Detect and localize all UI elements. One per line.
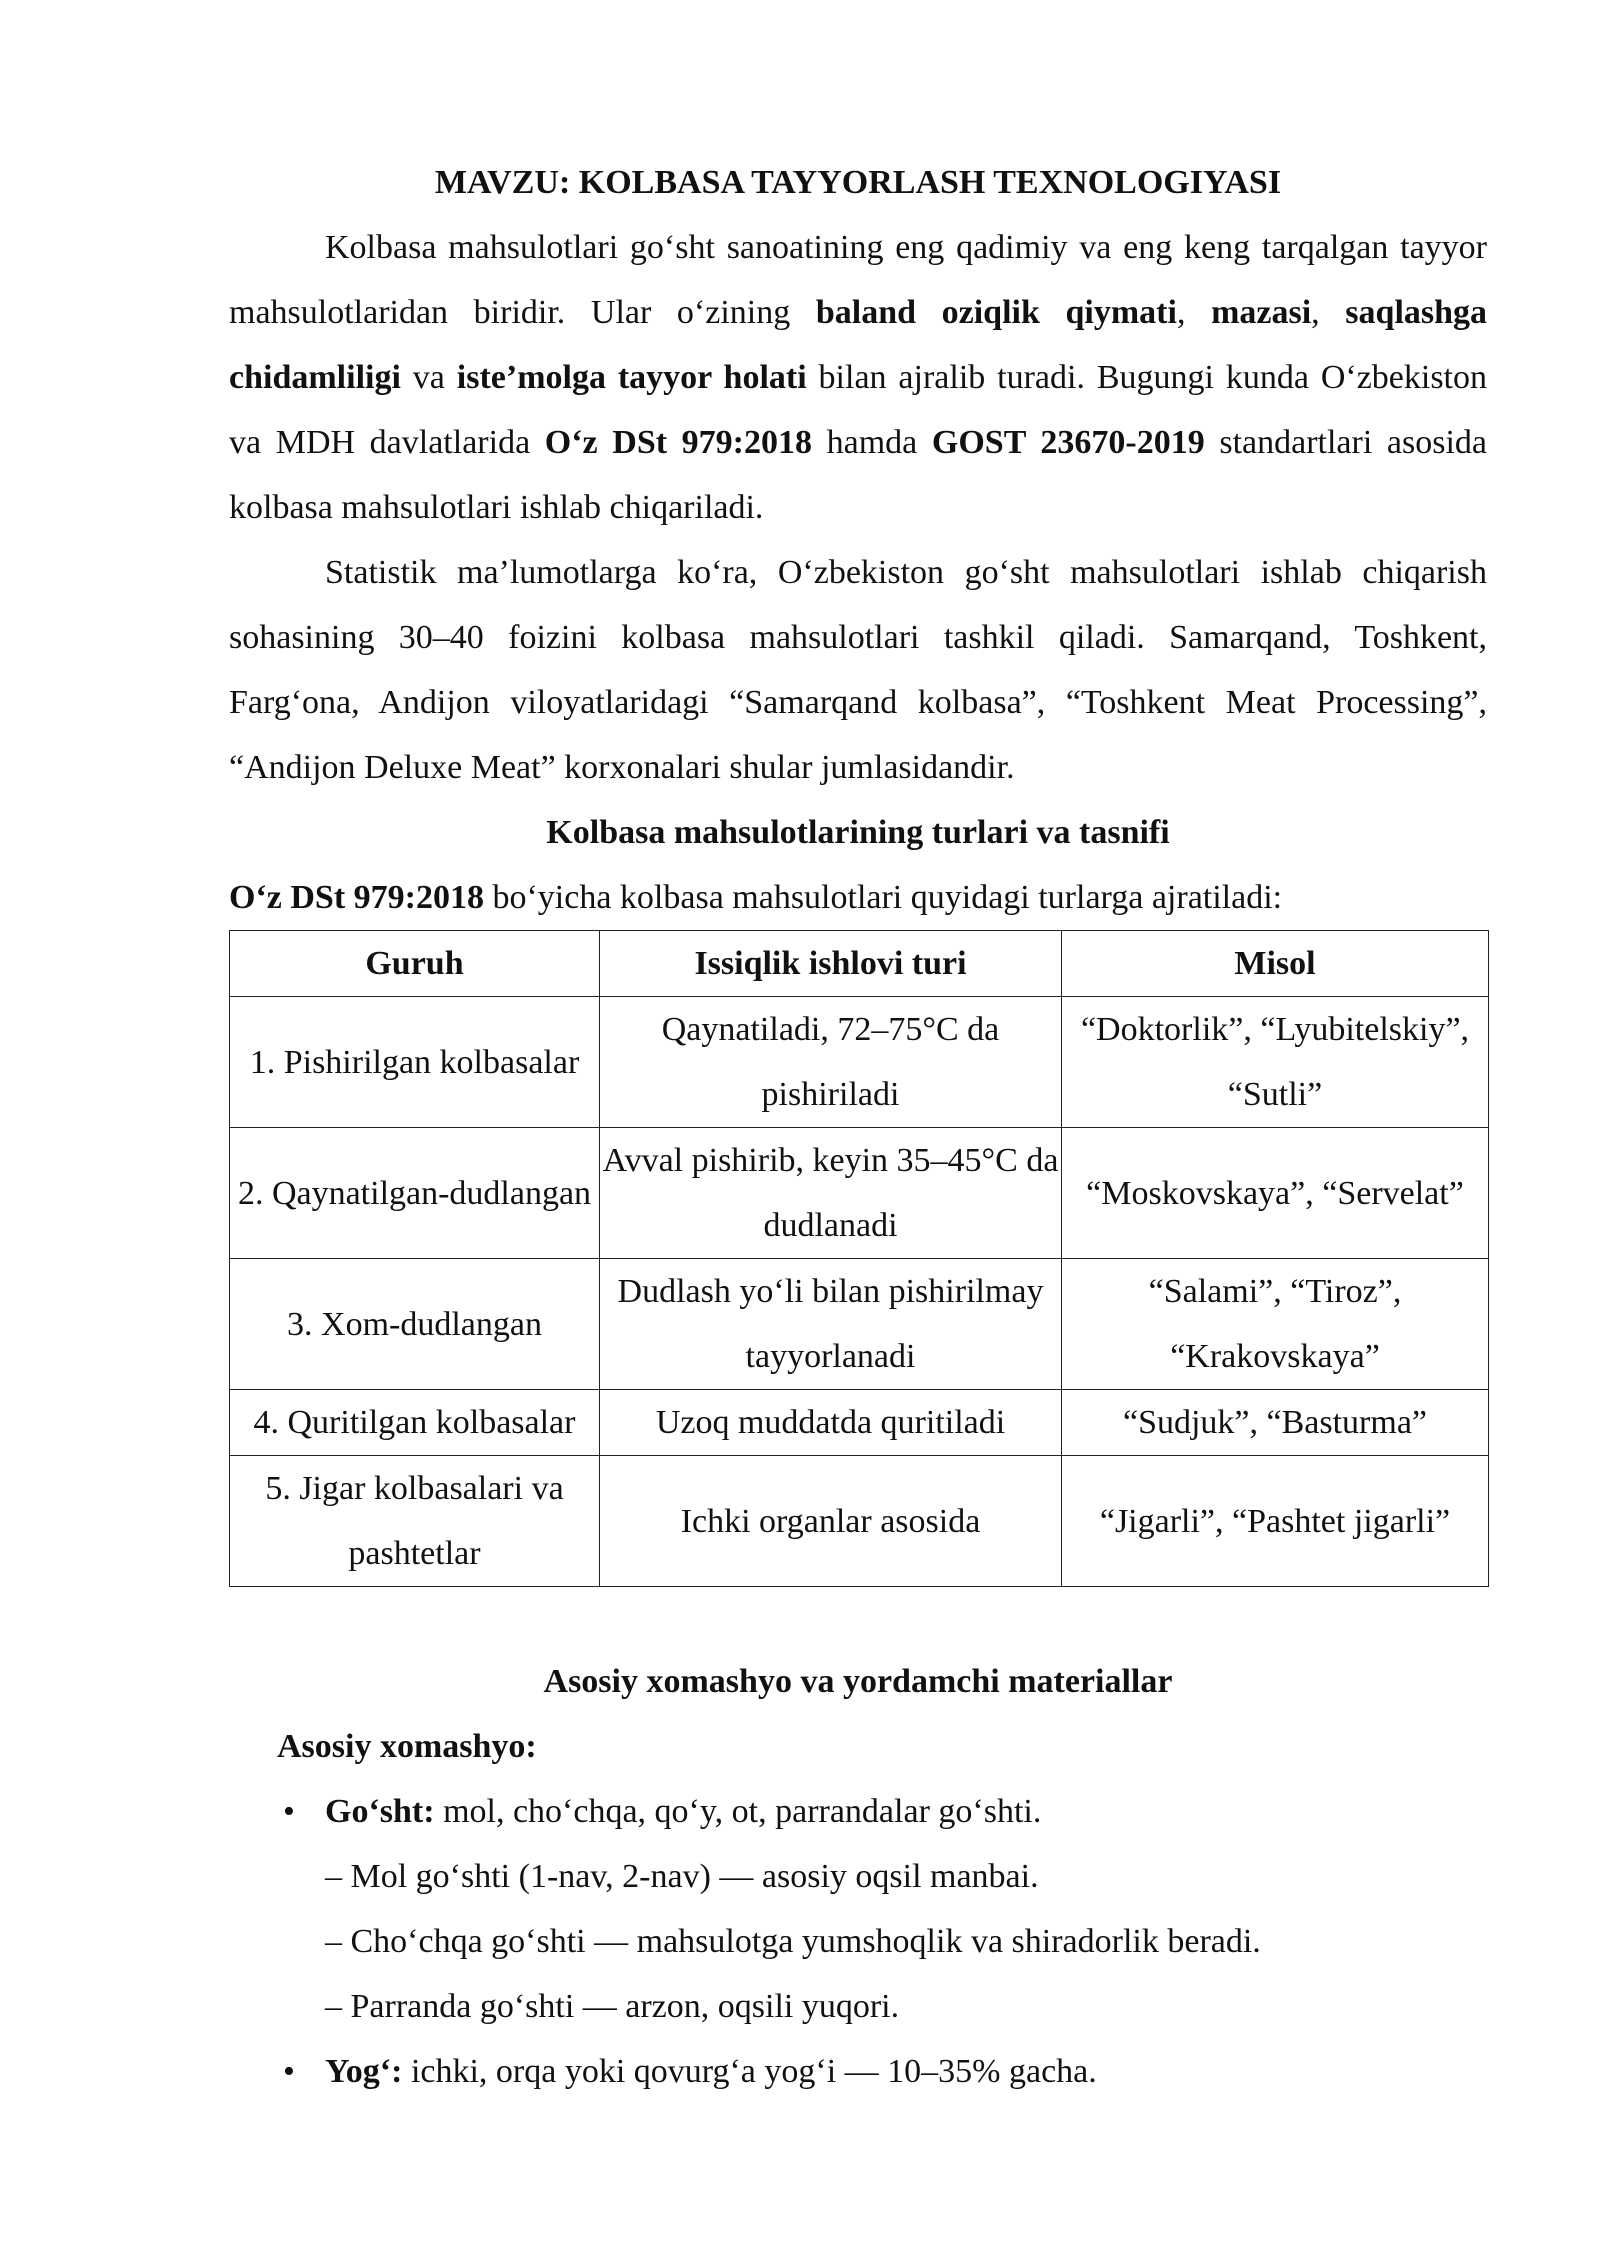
table-cell: “Sudjuk”, “Basturma” [1062,1390,1489,1456]
sub-list-item: – Mol go‘shti (1-nav, 2-nav) — asosiy oqsil manbai. [325,1858,1039,1895]
intro-text: va [400,359,457,396]
table-header-cell: Misol [1062,931,1489,997]
document-title: MAVZU: KOLBASA TAYYORLASH TEXNOLOGIYASI [434,164,1282,201]
intro-bold: iste’molga tayyor holati [456,359,807,396]
types-intro [229,865,1487,930]
table-cell: Avval pishirib, keyin 35–45°C da dudlanadi [600,1128,1062,1259]
table-cell: Ichki organlar asosida [600,1456,1062,1587]
intro-bold: baland oziqlik qiymati [815,294,1177,331]
list-item [229,2039,1487,2104]
intro-bold: saqlashga chidamliligi [229,294,1488,396]
raw-materials-list [229,2039,1487,2104]
table-cell: 1. Pishirilgan kolbasalar [230,997,600,1128]
intro-text: , [1176,294,1212,331]
table-cell: Dudlash yo‘li bilan pishirilmay tayyorlanadi [600,1259,1062,1390]
table-cell: “Doktorlik”, “Lyubitelskiy”, “Sutli” [1062,997,1489,1128]
table-cell: Uzoq muddatda quritiladi [600,1390,1062,1456]
table-cell: 2. Qaynatilgan-dudlangan [230,1128,600,1259]
sub-list-item: – Cho‘chqa go‘shti — mahsulotga yumshoqlik va shiradorlik beradi. [325,1923,1261,1960]
raw-materials-list [229,1779,1487,1844]
table-cell: 4. Quritilgan kolbasalar [230,1390,600,1456]
table-header-cell: Guruh [230,931,600,997]
table-cell: 3. Xom-dudlangan [230,1259,600,1390]
sub-list-item: – Parranda go‘shti — arzon, oqsili yuqori. [325,1988,900,2025]
table-row [230,1259,1489,1390]
materials-heading: Asosiy xomashyo va yordamchi materiallar [543,1663,1173,1700]
table-header-row [230,931,1489,997]
types-table [229,930,1489,1587]
list-item-text: ichki, orqa yoki qovurg‘a yog‘i — 10–35% gacha. [402,2053,1097,2090]
types-intro-bold: O‘z DSt 979:2018 [229,879,484,916]
types-heading: Kolbasa mahsulotlarining turlari va tasnifi [546,814,1170,851]
intro-text: , [1311,294,1346,331]
intro-paragraph [229,215,1487,540]
table-cell: “Salami”, “Tiroz”, “Krakovskaya” [1062,1259,1489,1390]
table-row [230,1456,1489,1587]
table-cell: Qaynatiladi, 72–75°C da pishiriladi [600,997,1062,1128]
intro-bold: mazasi [1211,294,1312,331]
table-row [230,1128,1489,1259]
table-header-cell: Issiqlik ishlovi turi [600,931,1062,997]
intro-text: hamda [812,424,932,461]
raw-materials-heading: Asosiy xomashyo: [277,1728,537,1765]
intro-text: bilan ajralib turadi. Bugungi kunda O‘zbekiston va MDH davlatlarida [229,359,1488,461]
intro-bold: O‘z DSt 979:2018 [544,424,813,461]
list-item-label: Go‘sht: [325,1793,435,1830]
table-cell: “Jigarli”, “Pashtet jigarli” [1062,1456,1489,1587]
bullet-icon: • [283,2053,295,2090]
list-item-label: Yog‘: [325,2053,403,2090]
intro-bold: GOST 23670-2019 [931,424,1205,461]
list-item-text: mol, cho‘chqa, qo‘y, ot, parrandalar go‘shti. [434,1793,1042,1830]
stats-paragraph: Statistik ma’lumotlarga ko‘ra, O‘zbekiston go‘sht mahsulotlari ishlab chiqarish sohasining 30–40 foizini kolbasa mahsulotlari tashkil qiladi. Samarqand, Toshkent, Farg‘ona, Andijon viloyatlaridagi “Samarqand kolbasa”, “Toshkent Meat Processing”, “Andijon Deluxe Meat” korxonalari shular jumlasidandir. [229,554,1487,786]
intro-text: standartlari asosida kolbasa mahsulotlari ishlab chiqariladi. [229,424,1488,526]
list-item [229,1779,1487,1844]
table-row [230,997,1489,1128]
intro-text: Kolbasa mahsulotlari go‘sht sanoatining eng qadimiy va eng keng tarqalgan tayyor mahsulotlaridan biridir. Ular o‘zining [229,229,1487,331]
table-row [230,1390,1489,1456]
document-page [229,150,1487,2104]
bullet-icon: • [283,1793,295,1830]
table-cell: 5. Jigar kolbasalari va pashtetlar [230,1456,600,1587]
table-cell: “Moskovskaya”, “Servelat” [1062,1128,1489,1259]
types-intro-text: bo‘yicha kolbasa mahsulotlari quyidagi turlarga ajratiladi: [483,879,1283,916]
